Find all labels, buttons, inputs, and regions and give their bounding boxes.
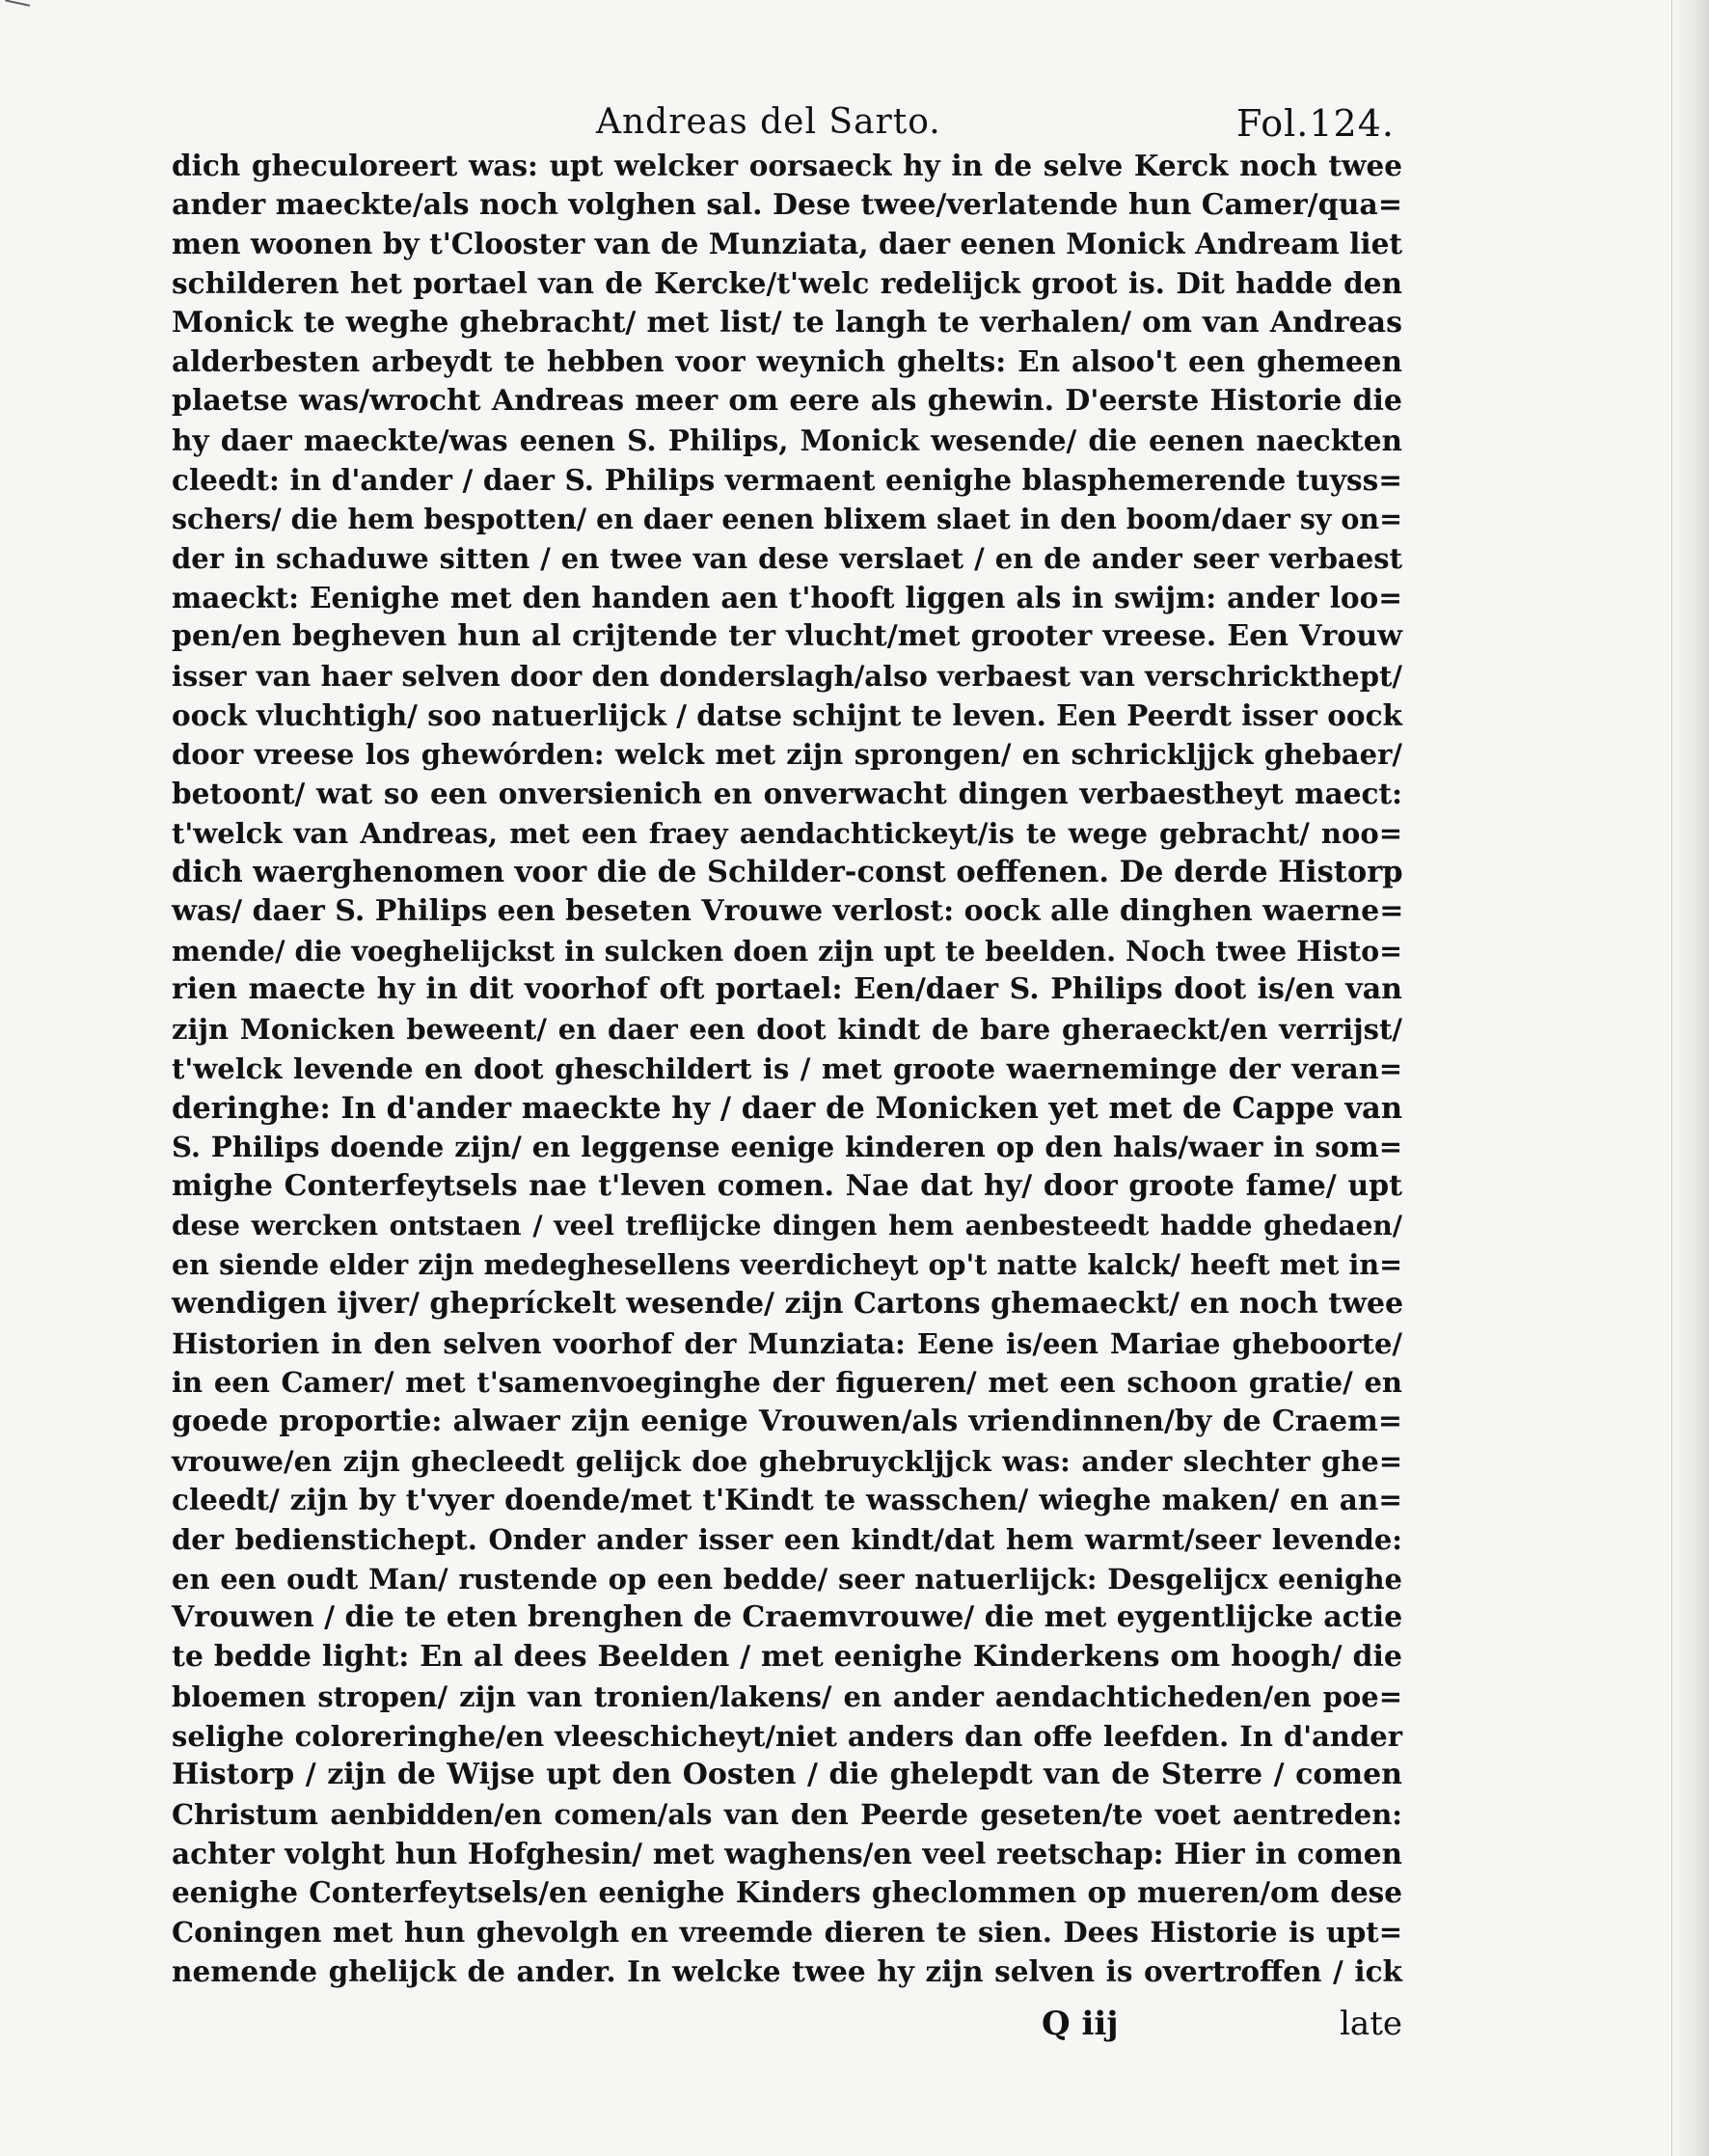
running-head bbox=[172, 102, 1395, 152]
text-line: alderbesten arbeydt te hebben voor weynich ghelts: En alsoo't een ghemeen bbox=[172, 344, 1402, 379]
text-line: Christum aenbidden/en comen/als van den Peerde geseten/te voet aentreden: bbox=[172, 1797, 1402, 1831]
text-line: deringhe: In d'ander maeckte hy / daer de Monicken yet met de Cappe van bbox=[172, 1090, 1402, 1126]
text-line: achter volght hun Hofghesin/ met waghens/en veel reetschap: Hier in comen bbox=[172, 1836, 1402, 1870]
text-line: nemende ghelijck de ander. In welcke twee hy zijn selven is overtroffen / ick bbox=[172, 1953, 1402, 1988]
text-line: Historien in den selven voorhof der Munziata: Eene is/een Mariae gheboorte/ bbox=[172, 1326, 1402, 1360]
text-line: pen/en begheven hun al crijtende ter vlucht/met grooter vreese. Een Vrouw bbox=[172, 619, 1402, 654]
text-line: in een Camer/ met t'samenvoeginghe der figueren/ met een schoon gratie/ en bbox=[172, 1366, 1402, 1400]
text-line: dich gheculoreert was: upt welcker oorsaeck hy in de selve Kerck noch twee bbox=[172, 149, 1402, 182]
text-line: wendigen ijver/ ghepríckelt wesende/ zijn Cartons ghemaeckt/ en noch twee bbox=[172, 1286, 1404, 1321]
text-line: Monick te weghe ghebracht/ met list/ te langh te verhalen/ om van Andreas bbox=[172, 305, 1402, 340]
text-line: mighe Conterfeytsels nae t'leven comen. Nae dat hy/ door groote fame/ upt bbox=[172, 1168, 1402, 1203]
catchword: late bbox=[1340, 2005, 1402, 2043]
text-line: en siende elder zijn medeghesellens veerdicheyt op't natte kalck/ heeft met in= bbox=[172, 1248, 1402, 1282]
text-line: betoont/ wat so een onversienich en onverwacht dingen verbaestheyt maect: bbox=[172, 777, 1402, 810]
text-line: t'welck van Andreas, met een fraey aendachtickeyt/is te wege gebracht/ noo= bbox=[172, 816, 1402, 850]
text-line: rien maecte hy in dit voorhof oft portael: Een/daer S. Philips doot is/en van bbox=[172, 972, 1402, 1007]
text-line: cleedt: in d'ander / daer S. Philips vermaent eenighe blasphemerende tuyss= bbox=[172, 462, 1402, 497]
text-line: cleedt/ zijn by t'vyer doende/met t'Kindt te wasschen/ wieghe maken/ en an= bbox=[172, 1483, 1402, 1517]
text-line: oock vluchtigh/ soo natuerlijck / datse schijnt te leven. Een Peerdt isser oock bbox=[172, 697, 1402, 732]
text-line: S. Philips doende zijn/ en leggense eenige kinderen op den hals/waer in som= bbox=[172, 1131, 1402, 1164]
text-line: t'welck levende en doot gheschildert is / met groote waerneminge der veran= bbox=[172, 1051, 1402, 1085]
text-line: selighe coloreringhe/en vleeschicheyt/niet anders dan offe leefden. In d'ander bbox=[172, 1719, 1402, 1753]
text-line: eenighe Conterfeytsels/en eenighe Kinders gheclommen op mueren/om dese bbox=[172, 1875, 1402, 1910]
text-line: hy daer maeckte/was eenen S. Philips, Monick wesende/ die eenen naeckten bbox=[172, 423, 1402, 457]
text-line: maeckt: Eenighe met den handen aen t'hooft liggen als in swijm: ander loo= bbox=[172, 580, 1402, 614]
text-line: en een oudt Man/ rustende op een bedde/ seer natuerlijck: Desgelijcx eenighe bbox=[172, 1562, 1402, 1596]
text-line: Historp / zijn de Wijse upt den Oosten / die ghelepdt van de Sterre / comen bbox=[172, 1758, 1402, 1792]
text-line: plaetse was/wrocht Andreas meer om eere als ghewin. D'eerste Historie die bbox=[172, 384, 1402, 419]
text-line: was/ daer S. Philips een beseten Vrouwe verlost: oock alle dinghen waerne= bbox=[172, 894, 1404, 929]
text-line: ander maeckte/als noch volghen sal. Dese twee/verlatende hun Camer/qua= bbox=[172, 187, 1402, 222]
text-line: der in schaduwe sitten / en twee van dese verslaet / en de ander seer verbaest bbox=[172, 541, 1402, 575]
folio-number: Fol.124. bbox=[1235, 102, 1395, 145]
text-line: dese wercken ontstaen / veel treflijcke dingen hem aenbesteedt hadde ghedaen/ bbox=[172, 1209, 1402, 1242]
text-line: schers/ die hem bespotten/ en daer eenen blixem slaet in den boom/daer sy on= bbox=[172, 503, 1402, 536]
text-line: men woonen by t'Clooster van de Munziata, daer eenen Monick Andream liet bbox=[172, 227, 1402, 261]
text-line: Vrouwen / die te eten brenghen de Craemvrouwe/ die met eygentlijcke actie bbox=[172, 1600, 1403, 1635]
text-line: bloemen stropen/ zijn van tronien/lakens/ en ander aendachticheden/en poe= bbox=[172, 1679, 1402, 1713]
page-footer bbox=[172, 2005, 1402, 2045]
text-line: door vreese los ghewórden: welck met zijn sprongen/ en schrickljjck ghebaer/ bbox=[172, 738, 1402, 772]
text-line: vrouwe/en zijn ghecleedt gelijck doe ghebruyckljjck was: ander slechter ghe= bbox=[172, 1444, 1402, 1478]
corner-scan-mark bbox=[3, 0, 30, 18]
text-line: der bedienstichept. Onder ander isser een kindt/dat hem warmt/seer levende: bbox=[172, 1523, 1402, 1557]
running-title: Andreas del Sarto. bbox=[596, 102, 941, 142]
signature-mark: Q iij bbox=[1042, 2005, 1119, 2043]
text-line: goede proportie: alwaer zijn eenige Vrouwen/als vriendinnen/by de Craem= bbox=[172, 1405, 1402, 1438]
text-line: dich waerghenomen voor die de Schilder-const oeffenen. De derde Historp bbox=[172, 855, 1403, 890]
text-line: schilderen het portael van de Kercke/t'welc redelijck groot is. Dit hadde den bbox=[172, 266, 1402, 301]
text-line: te bedde light: En al dees Beelden / met eenighe Kinderkens om hoogh/ die bbox=[172, 1640, 1402, 1675]
body-text bbox=[172, 147, 1402, 1991]
text-line: mende/ die voeghelijckst in sulcken doen zijn upt te beelden. Noch twee Histo= bbox=[172, 934, 1402, 968]
text-line: zijn Monicken beweent/ en daer een doot kindt de bare gheraeckt/en verrijst/ bbox=[172, 1013, 1402, 1047]
text-line: isser van haer selven door den donderslagh/also verbaest van verschrickthept/ bbox=[172, 659, 1402, 693]
page-edge bbox=[1671, 0, 1709, 2156]
text-line: Coningen met hun ghevolgh en vreemde dieren te sien. Dees Historie is upt= bbox=[172, 1915, 1402, 1949]
